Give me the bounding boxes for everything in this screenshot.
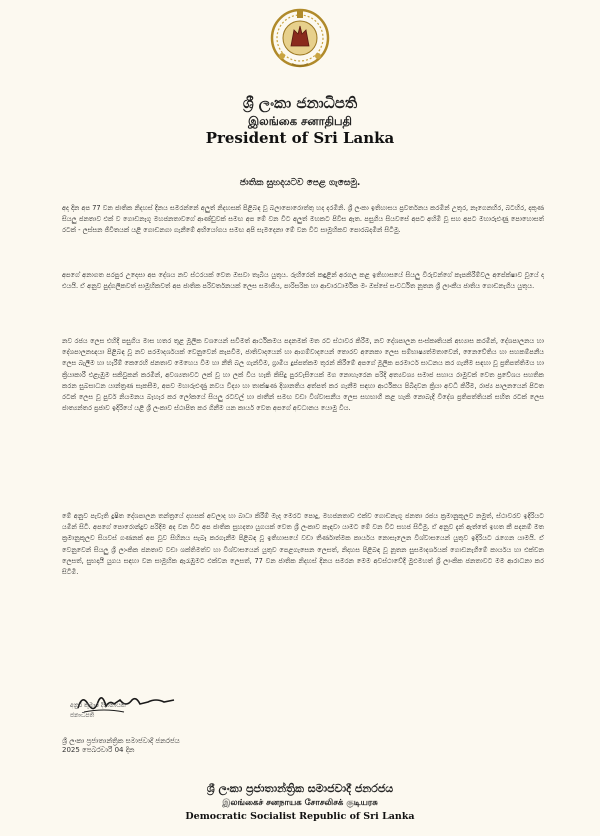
header-english-title: President of Sri Lanka xyxy=(205,129,395,147)
body-paragraph-2: අපගේ අනාගත පරපුර උදෙසා අප දේශය නව ස්ථරයක් වෙත ඔසවා තැබිය යුතුය. රුහිරෙන් කඳුළින් අරගල කළ ඉතිහාසයේ සියලු විරුවන්ගේ කැපකිරීම්වල අපේක්ෂාව වූයේ ද එයයි. ඒ අනුව පුද්ගලිකවත් සාමූහිකවත් අප ජාතික පරිවර්තනයක් ලෙස සමාජීය, පාරිසරික හා ආචාරධාර්මික මං ඔස්සේ සංවර්ධිත නූතන ශ්‍රී ලාංකීය ජාතිය ගොඩනැගිය යුතුය. xyxy=(62,271,544,291)
header-tamil-title: இலங்கை சனாதிபதி xyxy=(248,114,352,128)
sri-lanka-emblem-icon xyxy=(270,6,330,70)
signatory-organization: ශ්‍රී ලංකා ප්‍රජාතාන්ත්‍රික සමාජවාදී ජනරජය xyxy=(62,737,180,745)
body-paragraph-1: අද දින අප 77 වන ජාතික නිදහස් දිනය සමරන්නේ අලුත් නිදහසක් පිළිබඳ වූ බලාපොරොත්තු හද දරමිනි. ශ්‍රී ලංකා ඉතිහාසය ප්‍රවර්තනය කරමින් උතුර, නැගෙනහිර, බටහිර, දකුණ සියලු ජනතාව එක් ව ගොඩනැගූ මහජනතාවගේ ආණ්ඩුවක් සමඟ අප මේ වන විට අලුත් මහකට පිවිස ඇත. පසුගිය සියවසේ අපට අහිමි වූ සහ අපට මහාරුළුණු පොහොසත් රටක් - ලස්සන ජීවිතයක් යළි ගොඩනගා ගැනීමේ අභියෝගය සමඟ අපි සැමදෙනා මේ වන විට සාමූහිකව පොරබදමින් සිටිමු. xyxy=(62,204,544,235)
footer-sinhala: ශ්‍රී ලංකා ප්‍රජාතාන්ත්‍රික සමාජවාදී ජනරජය xyxy=(206,782,394,795)
footer-tamil: இலங்கைச் சனநாயக சோசலிசக் குடியரசு xyxy=(222,798,378,808)
body-paragraph-4: මේ අනුව පැවැති දුෂිත දේශපාලන තන්ත්‍රයේ දහසක් අවලාද හා බාධා කිරීම් මැද මෙරට පොදු, මහජනතාව එක්ව ගොඩනැගූ ජනතා රජය ක්‍රමානුකූලව නමුත්, ස්ථාවරව ඉදිරියට යමින් සිටී. අපගේ පොරොන්දුව පරිදිම අද වන විට අප ජාතික සුහදතා යුගයක් වෙත ශ්‍රී ලංකාව කැඳවා යාමට මේ වන විට සහජ සිටිමු. ඒ අනුව දැන් ඇත්තේ ඉහත කී පදනම් මත ක්‍රමානුකූලව සියවස් ගණනක් අප වූව සිහිනය සැබෑ කරගැනීම පිළිබඳ වූ ඉතිහාසයේ වඩා තීර්ණාත්මක කාර්යය නොසැලෙන විශ්වාසයෙන් යුතුව ඉදිරියට රැගෙන යාමයි. ඒ වෙනුවෙන් සියලු ශ්‍රී ලාංකික ජනතාව වඩා ශක්තිමත්ව හා විශ්වාසයෙන් යුතුව පෙළගැසෙන ලෙසත්, නිදහස පිළිබඳ වූ නූතන සුසමාදර්ශයක් ගොඩනැගීමේ කාර්යය හා එක්වන ලෙසත්, සුභදායී යුගය සඳහා වන සාමූහික ඇරැඹුමට එක්වන ලෙසත්, 77 වන ජාතික නිදහස් දිනය සමරන මෙම අවස්ථාවේදී මුළුමහත් ශ්‍රී ලාංකික ජනතාවට මම ආරාධනා කර සිටිමි. xyxy=(62,512,544,577)
body-paragraph-3: නව රජය ලෙස එහිදී පසුගිය මාස හතර තුළ මූලික වශයෙන් සවිමත් ආර්ථිකමය පදනමක් මත රට ස්ථාවර කිරීම, නව දේශපාලන සංස්කෘතියක් අභ්‍යාස කරමින්, දේශපාලනය හා දේශපාලනඥයා පිළිබඳ වූ නව පරමාදර්ශයක් වෙනුවෙන් කැපවීම, ජාතිවාදයෙන් හා ආගම්වාදයෙන් තොරව අනෙකා ලෙස සම්භාෂ්‍යත්මතාවෙන්, නෛවේතිය හා සහකම්පනීය ලෙස බැලීම හා හැරීම් කෙරෙහි ජනතාව මෙහෙය වීම හා නීති බල ගැන්වීම, ග්‍රාමීය දුප්පත්කම තුරන් කිරීමේ අපගේ මූලික පරමාර්ථ සාධනය කර ගැනීම සඳහා වූ ප්‍රතිපත්තිමය හා ක්‍රියාකාරී එළැඹුම සකිවුකන් කරමින්, අවශ්‍යතාවට ලක් වූ හා ලක් විය හැකි කිසිදු පුරවැසියෙක් මග නොහැරෙන පරිදි අත්‍යවශ්‍ය සමාජ සහාය රාමුවක් වෙත ප්‍රවේශය සහතික කරන සුබසාධන යාන්ත්‍රණ සැකසීම, අපව මහාරුළුණු නවය විද්‍යා හා තාක්ෂණ දිශානතිය අත්පත් කර ගැනීම සඳහා ආර්ථිකය පිබිදවන ක්‍රියා අවධි කිරීම, රාජ්‍ය පාලනයෙන් පිටත රටක් ලෙස වූ පුර්ව නියමනය බැහැර කර ලෝකයේ සියලු රටවල් හා ජාතීන් සමඟ වඩා විශ්වාසනීය ලෙස සහභාගී කළ හැකි නොබැදි විදේශ ප්‍රතිපත්තියක් සහිත රටක් ලෙස ජාත්‍යන්තර ප්‍රජාව ඉදිරියේ යළි ශ්‍රී ලංකාව ස්ථාපිත කර ගිනීම යන කාර්ය වෙත අපගේ අවධානය යොමු විය. xyxy=(62,337,544,413)
footer-english: Democratic Socialist Republic of Sri Lanka xyxy=(185,811,415,822)
letter-subject: ජාතික සුහදයටව පෙළ ගැසෙමු. xyxy=(239,178,361,188)
signatory-title: ජනාධිපති xyxy=(70,712,95,719)
header-sinhala-title: ශ්‍රී ලංකා ජනාධිපති xyxy=(242,94,358,112)
signatory-name: අනුර කුමාර දිසානායක xyxy=(70,702,126,709)
letter-date: 2025 පෙබරවාරි 04 දින xyxy=(62,746,135,754)
